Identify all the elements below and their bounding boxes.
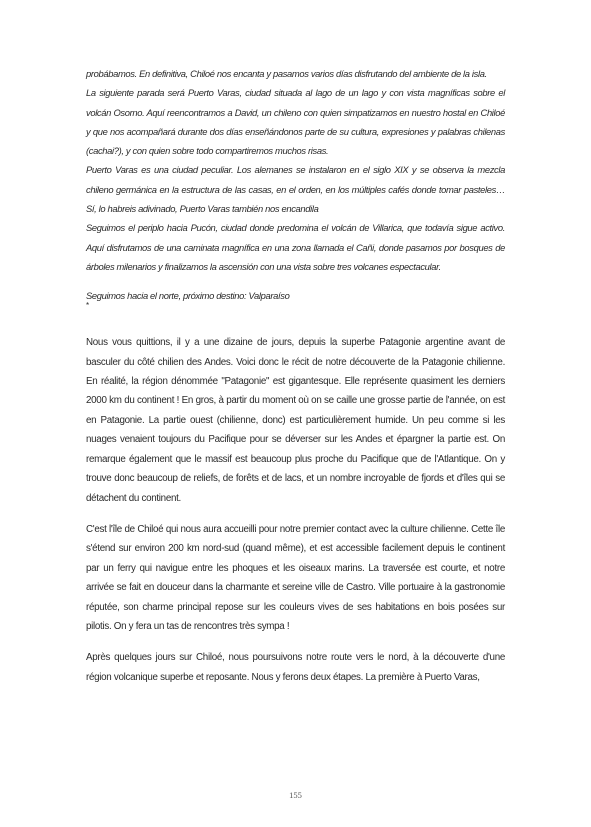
spanish-closing-line: Seguimos hacia el norte, próximo destino: Valparaíso: [86, 290, 290, 302]
section-separator: *: [86, 301, 90, 311]
french-paragraph: Après quelques jours sur Chiloé, nous poursuivons notre route vers le nord, à la découverte d'une région volcanique superbe et reposante. Nous y ferons deux étapes. La première à Puerto Varas,: [86, 652, 505, 683]
french-section: [86, 333, 505, 687]
spanish-section: [86, 64, 505, 276]
french-paragraph: C'est l'île de Chiloé qui nous aura accueilli pour notre premier contact avec la culture chilienne. Cette île s'étend sur environ 200 km nord-sud (quand même), et est accessible facilement depuis le continent par un ferry qui navigue entre les phoques et les oiseaux marins. La traversée est courte, et notre arrivée se fait en douceur dans la charmante et sereine ville de Castro. Ville portuaire à la gastronomie réputée, son charme principal repose sur les couleurs vives de ses habitations en bois posées sur pilotis. On y fera un tas de rencontres très sympa !: [86, 523, 505, 632]
french-paragraph: Nous vous quittions, il y a une dizaine de jours, depuis la superbe Patagonie argentine avant de basculer du côté chilien des Andes. Voici donc le récit de notre découverte de la Patagonie chilienne. En réalité, la région dénommée "Patagonie" est gigantesque. Elle représente quasiment les derniers 2000 km du continent ! En gros, à partir du moment où on se caille une grosse partie de l'année, on est en Patagonie. La partie ouest (chilienne, donc) est particulièrement humide. Un peu comme si les nuages venaient toujours du Pacifique pour se déverser sur les Andes et épargner la partie est. On remarque également que le massif est beaucoup plus proche du Pacifique que de l'Atlantique. On y trouve donc beaucoup de reliefs, de forêts et de lacs, et un nombre incroyable de fjords et d'îles qui se détachent du continent.: [86, 337, 505, 504]
spanish-paragraph: Puerto Varas es una ciudad peculiar. Los alemanes se instalaron en el siglo XIX y se observa la mezcla chileno germánica en la estructura de las casas, en el orden, en los múltiples cafés donde tomar pasteles… Sí, lo habreis adivinado, Puerto Varas también nos encandila: [86, 164, 505, 215]
spanish-paragraph: Seguimos el periplo hacia Pucón, ciudad donde predomina el volcán de Villarica, que todavía sigue activo. Aquí disfrutamos de una caminata magnífica en una zona llamada el Cañi, donde pasamos por bosques de árboles milenarios y finalizamos la ascensión con una vista sobre tres volcanes espectacular.: [86, 222, 505, 272]
page-number: 155: [289, 790, 302, 800]
page-content: [86, 64, 505, 699]
spanish-paragraph: La siguiente parada será Puerto Varas, ciudad situada al lago de un lago y con vista magníficas sobre el volcán Osorno. Aquí reencontramos a David, un chileno con quien simpatizamos en nuestro hostal en Chiloé y que nos acompañará durante dos días enseñándonos parte de su cultura, expresiones y palabras chilenas (cachai?), y con quien sobre todo compartiremos muchos risas.: [86, 87, 505, 157]
spanish-paragraph: probábamos. En definitiva, Chiloé nos encanta y pasamos varios días disfrutando del ambiente de la isla.: [86, 68, 487, 79]
